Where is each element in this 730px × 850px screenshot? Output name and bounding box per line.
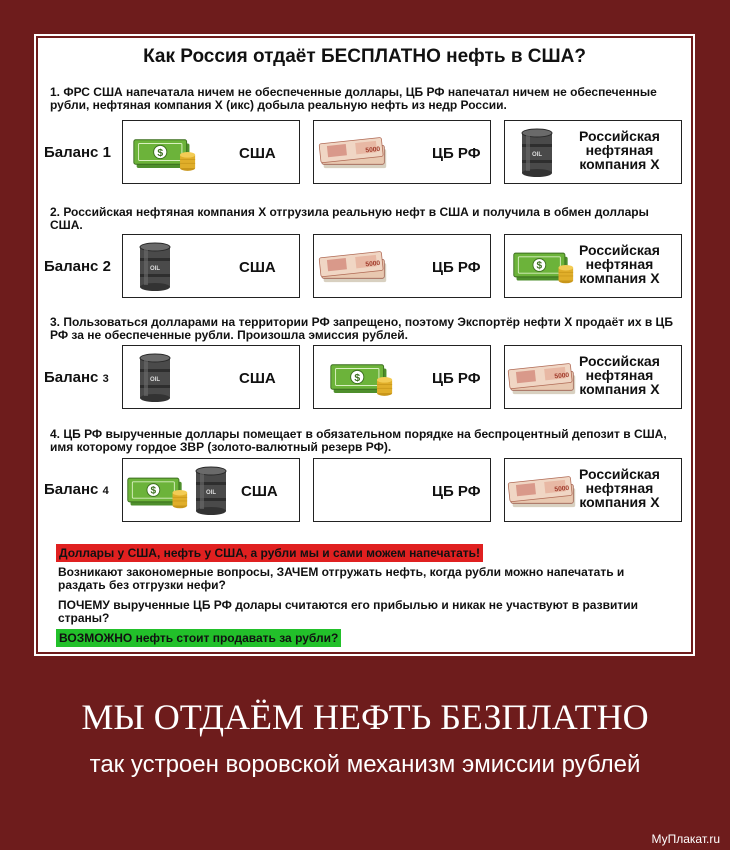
cbr-label: ЦБ РФ (432, 370, 481, 387)
balance-4-cbr-box (313, 458, 491, 522)
dollar-stack-icon (125, 469, 189, 511)
step-4-text: 4. ЦБ РФ вырученные доллары помещает в обязательном порядке на беспроцентный депозит в США, имя которому гордое ЗВР (золото-валютный резерв РФ). (50, 427, 667, 454)
caption-subline: так устроен воровской механизм эмиссии рублей (89, 751, 641, 778)
oil-barrel-icon (137, 241, 173, 293)
balance-2-company-box (504, 234, 682, 298)
balance-3-company-box (504, 345, 682, 409)
oil-barrel-icon (519, 127, 555, 179)
balance-4-company-box (504, 458, 682, 522)
site-watermark[interactable]: МуПлакат.ru (651, 832, 720, 846)
balance-1-usa-box (122, 120, 300, 184)
usa-label: США (239, 370, 276, 387)
green-highlight-note: ВОЗМОЖНО нефть стоит продавать за рубли? (56, 629, 341, 647)
step-1-text: 1. ФРС США напечатала ничем не обеспеченные доллары, ЦБ РФ напечатал ничем не обеспеченные рубли, нефтяная компания Х (икс) добыла реальную нефть из недр России. (50, 85, 657, 112)
dollar-stack-icon (328, 355, 394, 399)
red-highlight-note: Доллары у США, нефть у США, а рубли мы и сами можем напечатать! (56, 544, 483, 562)
balance-4-label: Баланс 4 (44, 481, 109, 498)
company-label: Российская нефтяная компания Х (579, 128, 660, 172)
balance-2-label: Баланс 2 (44, 258, 111, 275)
company-label: Российская нефтяная компания Х (579, 242, 660, 286)
balance-1-label: Баланс 1 (44, 144, 111, 161)
ruble-stack-icon (318, 130, 390, 174)
poster (38, 38, 691, 652)
balance-1-company-box (504, 120, 682, 184)
caption-headline: МЫ ОТДАЁМ НЕФТЬ БЕЗПЛАТНО (81, 697, 649, 737)
balance-4-usa-box (122, 458, 300, 522)
poster-title: Как Россия отдаёт БЕСПЛАТНО нефть в США? (143, 46, 586, 67)
question-note-1: Возникают закономерные вопросы, ЗАЧЕМ отгружать нефть, когда рубли можно напечатать и раздать без отгрузки нефи? (58, 565, 625, 592)
ruble-stack-icon (507, 469, 579, 513)
cbr-label: ЦБ РФ (432, 483, 481, 500)
step-2-text: 2. Российская нефтяная компания Х отгрузила реальную нефт в США и получила в обмен доллары США. (50, 205, 649, 232)
balance-2-cbr-box (313, 234, 491, 298)
oil-barrel-icon (193, 465, 229, 517)
usa-label: США (239, 145, 276, 162)
cbr-label: ЦБ РФ (432, 259, 481, 276)
step-3-text: 3. Пользоваться долларами на территории РФ запрещено, поэтому Экспортёр нефти Х продаёт их в ЦБ РФ за не обеспеченные рубли. Произошла эмиссия рублей. (50, 315, 673, 342)
company-label: Российская нефтяная компания Х (579, 353, 660, 397)
ruble-stack-icon (318, 244, 390, 288)
balance-3-cbr-box (313, 345, 491, 409)
balance-2-usa-box (122, 234, 300, 298)
balance-1-cbr-box (313, 120, 491, 184)
oil-barrel-icon (137, 352, 173, 404)
company-label: Российская нефтяная компания Х (579, 466, 660, 510)
dollar-stack-icon (511, 244, 575, 286)
balance-3-usa-box (122, 345, 300, 409)
usa-label: США (239, 259, 276, 276)
question-note-2: ПОЧЕМУ вырученные ЦБ РФ долары считаются его прибылью и никак не участвуют в развитии страны? (58, 598, 638, 625)
cbr-label: ЦБ РФ (432, 145, 481, 162)
usa-label: США (241, 483, 278, 500)
dollar-stack-icon (131, 130, 197, 174)
ruble-stack-icon (507, 356, 579, 400)
balance-3-label: Баланс 3 (44, 369, 109, 386)
